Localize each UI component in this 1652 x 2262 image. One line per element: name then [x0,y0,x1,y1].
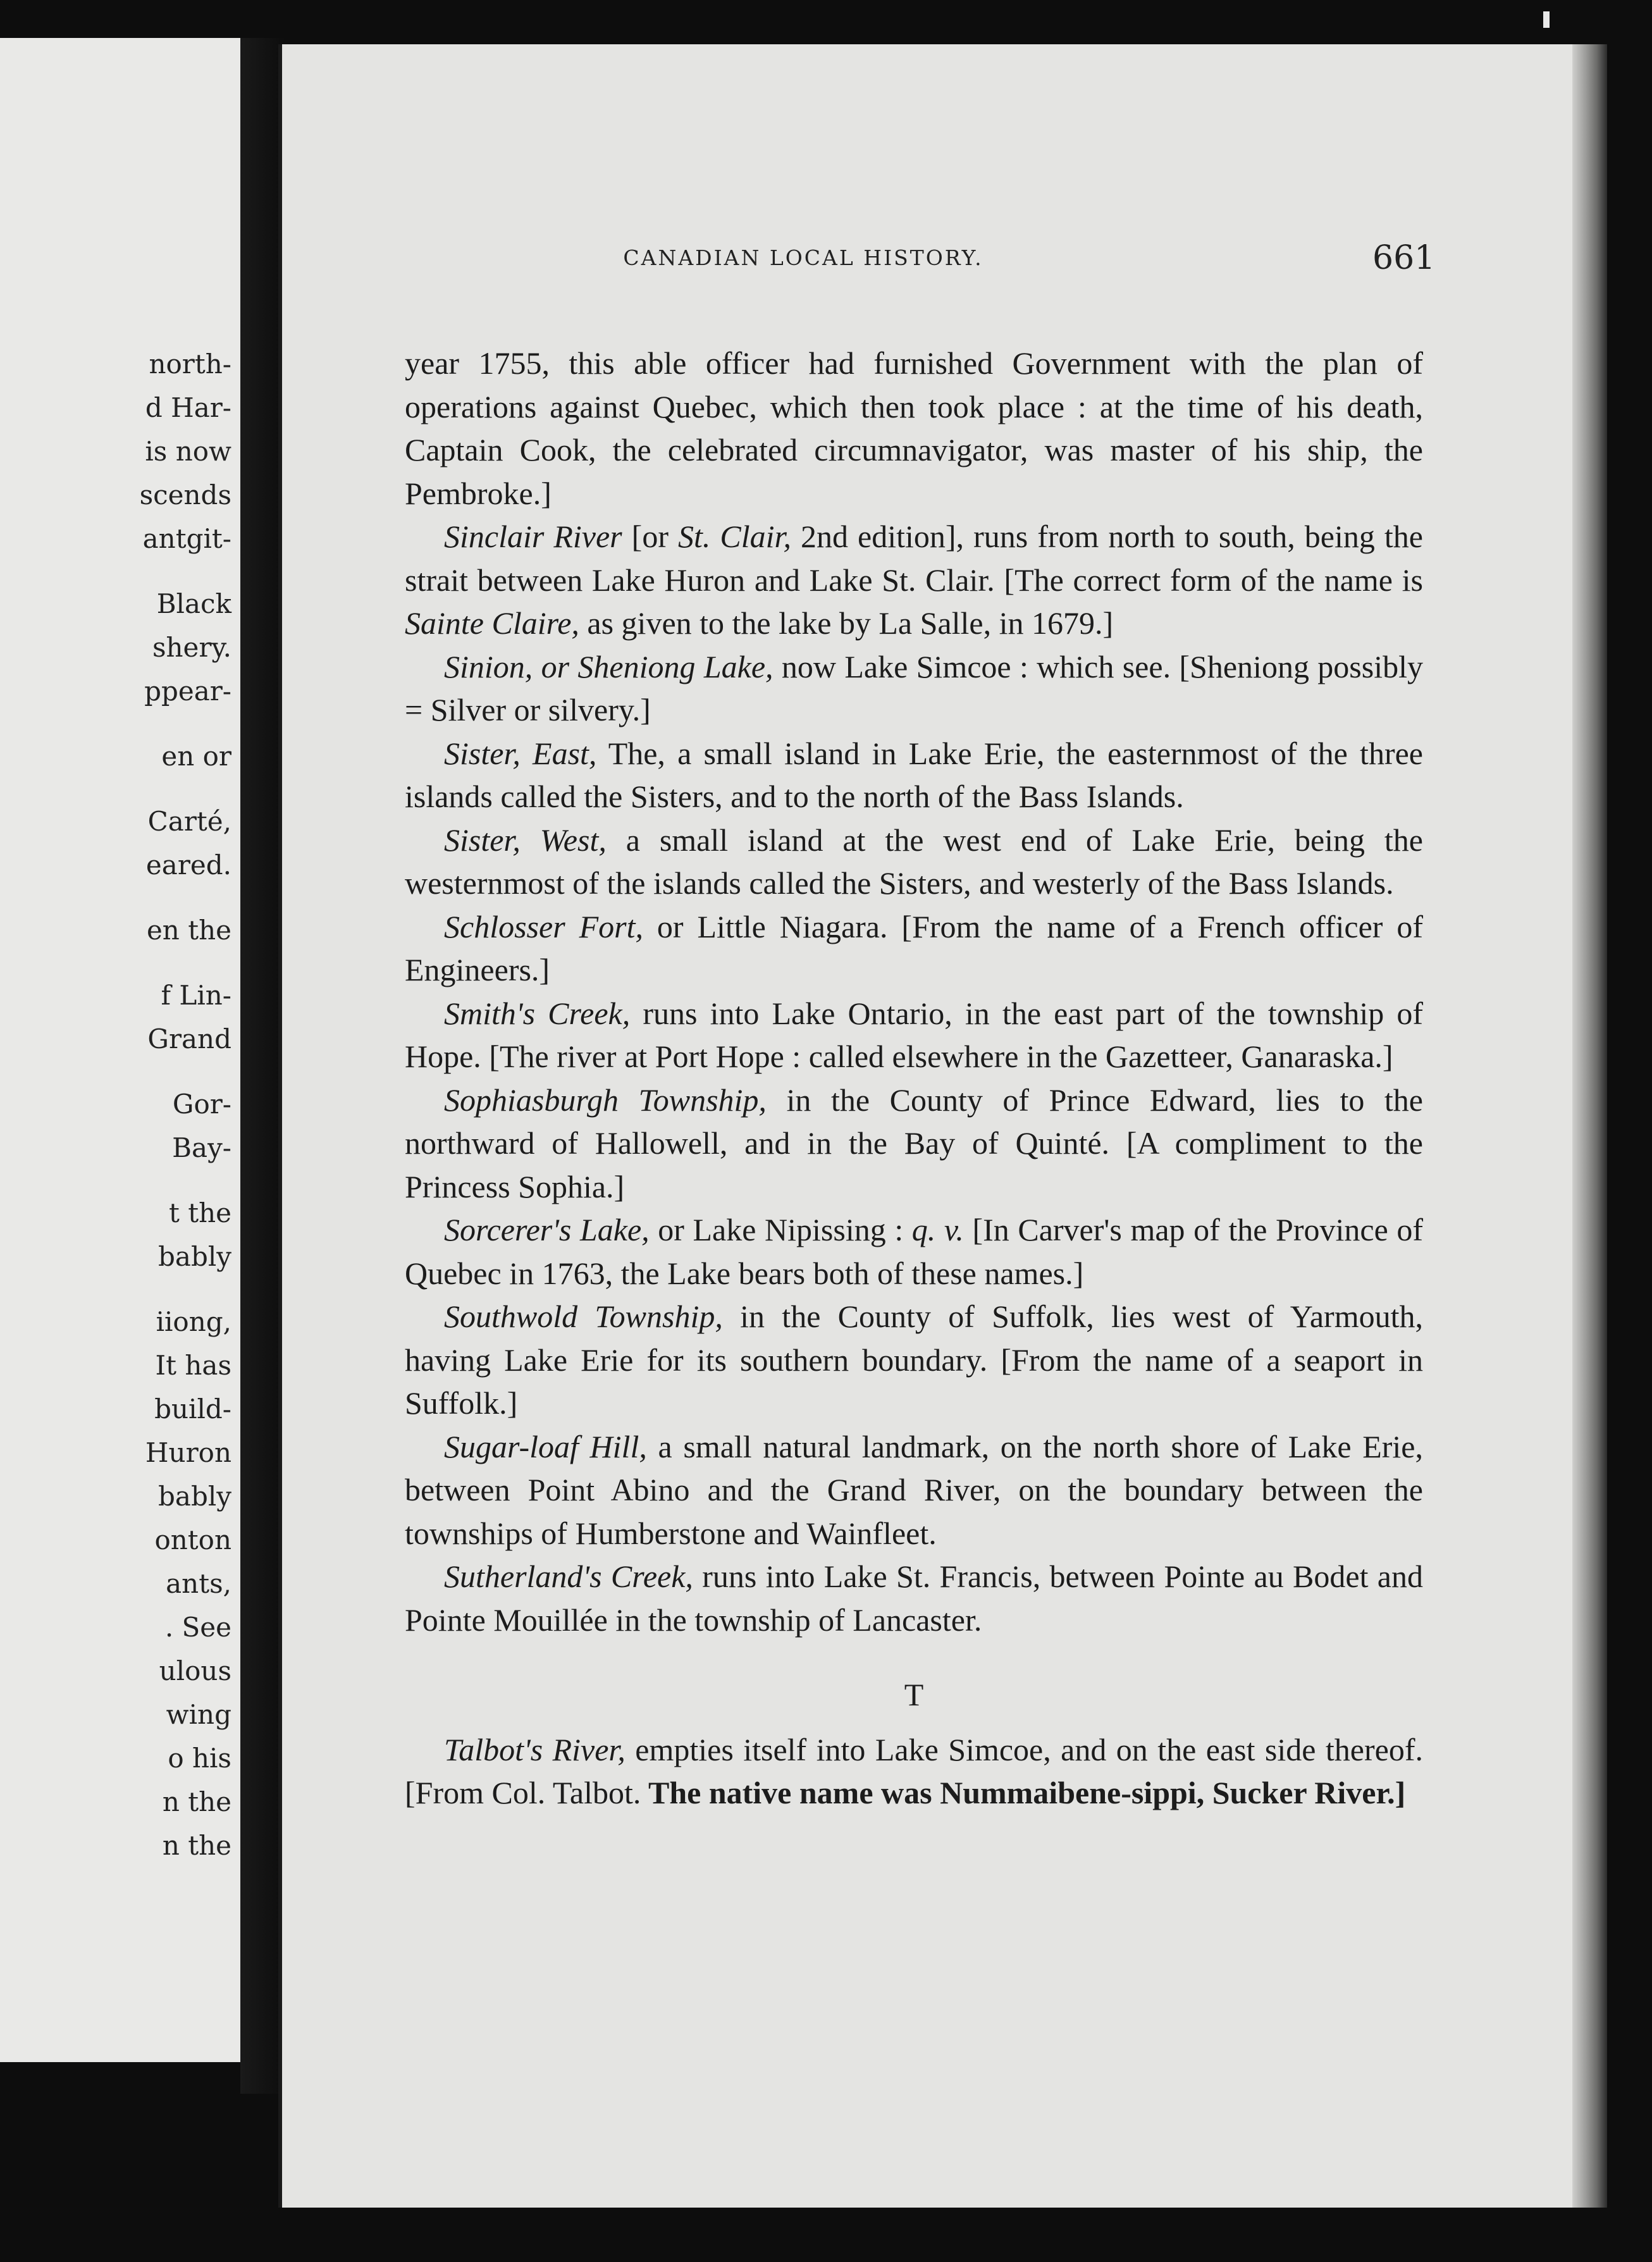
entry-sugar-loaf-hill [405,1425,1423,1555]
entry-italic: Sainte Claire, [405,605,579,641]
left-page-line: t the [168,1197,231,1228]
entry-sister-east [405,732,1423,819]
page-number: 661 [1372,239,1436,277]
left-page-line: shery. [152,632,231,663]
left-page-line: n the [162,1830,231,1861]
left-page-line: Gor- [172,1089,231,1120]
entry-italic: St. Clair, [678,519,791,554]
entry-italic: q. v. [911,1212,964,1247]
left-page-line: bably [158,1481,231,1512]
left-page-line: onton [154,1524,231,1555]
entry-body: as given to the lake by La Salle, in 1679.] [579,605,1114,641]
entry-heading: Sophiasburgh Township, [444,1082,767,1118]
page-edge [1572,44,1607,2208]
entry-body-bold: The native name was Nummaibene-sippi, Sucker River.] [641,1775,1406,1810]
left-page-line: . See [164,1612,231,1643]
left-page-line: is now [145,436,231,467]
entry-body: empties itself into Lake Simcoe, and on the east side thereof. [From Col. Talbot. [405,1731,1423,1810]
entry-heading: Sister, West, [444,822,607,858]
left-page-line: scends [139,479,231,510]
entry-body: or Lake Nipissing : [649,1212,912,1247]
entry-heading: Sinclair River [444,519,622,554]
entry-heading: Sutherland's Creek, [444,1559,693,1594]
entry-body: or Little Niagara. [From the name of a French officer of Engineers.] [405,908,1423,987]
left-page-line: Grand [147,1023,231,1054]
entry-body: a small island at the west end of Lake Erie, being the westernmost of the islands called the Sisters, and westerly of the Bass Islands. [405,822,1424,901]
left-page-line: en or [161,741,231,772]
entry-body: [In Carver's map of the Province of Quebec in 1763, the Lake bears both of these names.] [405,1212,1423,1291]
running-head: CANADIAN LOCAL HISTORY. [623,245,983,270]
entry-heading: Sinion, or Sheniong Lake, [444,648,774,684]
left-page-line: bably [158,1241,231,1272]
entry-body: in the County of Prince Edward, lies to the northward of Hallowell, and in the Bay of Quinté. [A compliment to the Princess Sophia.] [405,1082,1423,1204]
entry-heading: Sister, East, [444,735,597,771]
entry-heading: Sorcerer's Lake, [444,1212,650,1247]
entry-sorcerers-lake [405,1208,1423,1295]
entry-heading: Sugar-loaf Hill, [444,1428,647,1464]
left-page-line: iiong, [156,1306,231,1337]
entry-sophiasburgh [405,1078,1423,1209]
entry-body: 2nd edition], runs from north to south, being the strait between Lake Huron and Lake St. Clair. [The correct form of the name is [405,519,1423,598]
left-page-line: ppear- [144,676,231,707]
left-page-line: north- [149,349,231,380]
left-page-line: ants, [166,1568,231,1599]
continuation-paragraph: year 1755, this able officer had furnished Government with the plan of operations against Quebec, which then took place : at the time of his death, Captain Cook, the celebrated circumnavigator, was master of his ship, the Pembroke.] [405,345,1423,511]
left-page-line: It has [155,1350,231,1381]
entry-sinion [405,645,1423,732]
left-page-line: Huron [145,1437,231,1468]
entry-body: The, a small island in Lake Erie, the easternmost of the three islands called the Sisters, and to the north of the Bass Islands. [405,735,1423,814]
left-page-fragment [0,38,245,2062]
entry-body: in the County of Suffolk, lies west of Yarmouth, having Lake Erie for its southern boundary. [From the name of a seaport in Suffolk.] [405,1299,1423,1421]
entry-heading: Talbot's River, [444,1731,626,1767]
entry-heading: Southwold Township, [444,1299,723,1334]
entry-sister-west [405,819,1423,905]
entry-body: a small natural landmark, on the north shore of Lake Erie, between Point Abino and the Grand River, on the boundary between the townships of Humberstone and Wainfleet. [405,1428,1423,1551]
entry-smiths-creek [405,992,1423,1078]
left-page-line: antgit- [142,523,231,554]
entry-body: [or [622,519,678,554]
left-page-line: en the [146,915,231,946]
left-page-line: Black [156,588,231,619]
left-page-line: Carté, [147,806,231,837]
left-page-line: eared. [145,850,231,881]
left-page-line: ulous [159,1655,231,1686]
entry-talbots-river [405,1728,1423,1815]
left-page-line: d Har- [145,392,231,423]
text-column [405,342,1423,1815]
left-page-line: Bay- [172,1132,231,1163]
entry-heading: Schlosser Fort, [444,908,643,944]
left-page-line: o his [168,1743,231,1774]
section-letter: T [904,1677,924,1712]
entry-heading: Smith's Creek, [444,995,631,1031]
left-page-line: wing [166,1699,231,1730]
entry-schlosser-fort [405,905,1423,992]
left-page-line: f Lin- [161,980,231,1011]
entry-southwold [405,1295,1423,1425]
entry-sutherlands-creek [405,1555,1423,1641]
entry-body: runs into Lake Ontario, in the east part of the township of Hope. [The river at Port Hope : called elsewhere in the Gazetteer, Ganaraska.] [405,995,1423,1074]
scan-corner-mark [1543,11,1550,28]
entry-sinclair-river [405,515,1423,645]
left-page-line: n the [162,1786,231,1817]
entry-body: runs into Lake St. Francis, between Pointe au Bodet and Pointe Mouillée in the township of Lancaster. [405,1559,1423,1638]
left-page-line: build- [154,1394,231,1425]
entry-body: now Lake Simcoe : which see. [Sheniong possibly = Silver or silvery.] [405,648,1423,727]
